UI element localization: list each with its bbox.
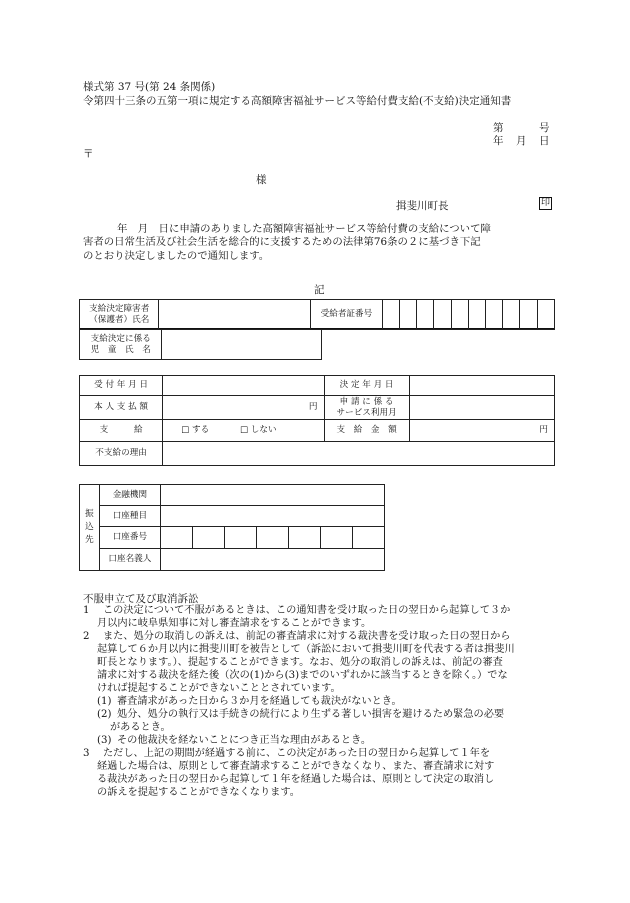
beneficiary-table: [79, 299, 555, 330]
intro-paragraph: [83, 223, 553, 263]
notice-s3-no: (3): [97, 735, 112, 746]
option-yes-checkbox[interactable]: □ する: [181, 425, 210, 435]
service-month-value[interactable]: [409, 396, 554, 420]
cert-digit[interactable]: [417, 300, 434, 330]
non-payment-reason-label: 不支給の理由: [80, 442, 163, 466]
account-digit[interactable]: [256, 527, 288, 549]
beneficiary-name-value[interactable]: [159, 300, 311, 330]
document-title: 令第四十三条の五第一項に規定する高額障害福祉サービス等給付費支給(不支給)決定通知書: [83, 95, 512, 107]
cert-digit[interactable]: [503, 300, 520, 330]
number-label-go: 号: [539, 122, 550, 134]
account-number-label: 口座番号: [99, 527, 160, 549]
notice-s1: 審査請求があった日から３か月を経過しても裁決がないとき。: [117, 696, 402, 707]
payment-amount-value[interactable]: 円: [409, 420, 554, 442]
number-label-dai: 第: [493, 122, 504, 134]
bank-label: 金融機関: [99, 485, 160, 506]
decision-date-label: 決 定 年 月 日: [324, 376, 409, 396]
notice-p2-line: 請求に対する裁決を経た後（次の(1)から(3)までのいずれかに該当するときを除く。）でな: [97, 670, 508, 681]
notice-p2-line: 町長となります。）、提起することができます。なお、処分の取消しの訴えは、前記の審査: [97, 657, 503, 668]
notice-p3-line: 経過した場合は、原則として審査請求することができなくなり、また、審査請求に対す: [97, 761, 495, 772]
issuer-name: 揖斐川町長: [396, 200, 449, 212]
form-number: 様式第 37 号(第 24 条関係): [83, 81, 216, 93]
date-day: 日: [539, 135, 550, 147]
date-month: 月: [516, 135, 527, 147]
notice-s2-line: があるとき。: [110, 722, 171, 733]
payment-label: 支 給: [80, 420, 163, 442]
account-digit[interactable]: [192, 527, 224, 549]
notice-p1-line: 月以内に岐阜県知事に対し審査請求をすることができます。: [97, 618, 372, 629]
child-table: [79, 329, 322, 360]
notice-p1-no: 1: [83, 605, 90, 616]
service-month-label: 申 請 に 係 る サービス利用月: [324, 396, 409, 420]
receipt-date-label: 受 付 年 月 日: [80, 376, 163, 396]
cert-digit[interactable]: [520, 300, 537, 330]
intro-line: 年 月 日に申請のありました高額障害福祉サービス等給付費の支給について障: [117, 223, 491, 235]
option-no-checkbox[interactable]: □ しない: [239, 425, 277, 435]
notice-s1-no: (1): [97, 696, 112, 707]
account-digit[interactable]: [161, 527, 193, 549]
account-holder-label: 口座名義人: [99, 549, 160, 571]
transfer-side-label: 振 込 先: [80, 485, 100, 571]
cert-digit[interactable]: [486, 300, 503, 330]
account-holder-value[interactable]: [161, 549, 385, 571]
ki-heading: 記: [314, 284, 325, 296]
recipient-sama: 様: [256, 174, 267, 186]
cert-digit[interactable]: [537, 300, 554, 330]
notice-p2-line: ければ提起することができないこととされています。: [97, 683, 341, 694]
bank-value[interactable]: [161, 485, 385, 506]
notice-s3: その他裁決を経ないことにつき正当な理由があるとき。: [117, 735, 372, 746]
payment-options: [163, 420, 324, 442]
cert-digit[interactable]: [451, 300, 468, 330]
notice-p3-no: 3: [83, 748, 90, 759]
receipt-date-value[interactable]: [163, 376, 324, 396]
decision-date-value[interactable]: [409, 376, 554, 396]
beneficiary-name-label: 支給決定障害者 （保護者）氏名: [80, 300, 159, 330]
notice-p3-line: ただし、上記の期間が経過する前に、この決定があった日の翌日から起算して１年を: [103, 748, 491, 759]
decision-table: [79, 375, 555, 466]
self-payment-value[interactable]: 円: [163, 396, 324, 420]
notice-p2-no: 2: [83, 631, 90, 642]
notice-p3-line: る裁決があった日の翌日から起算して１年を経過した場合は、原則として決定の取消し: [97, 774, 495, 785]
notice-heading: 不服申立て及び取消訴訟: [83, 593, 199, 605]
certificate-number-label: 受給者証番号: [311, 300, 382, 330]
notice-s2-line: 処分、処分の執行又は手続きの続行により生ずる著しい損害を避けるため緊急の必要: [117, 709, 505, 720]
date-year: 年: [493, 135, 504, 147]
account-type-label: 口座種目: [99, 506, 160, 527]
notice-p2-line: 起算して６か月以内に揖斐川町を被告として（訴訟において揖斐川町を代表する者は揖斐川: [97, 644, 515, 655]
child-name-label: 支給決定に係る 児 童 氏 名: [80, 330, 162, 360]
bank-table: [79, 484, 385, 571]
account-digit[interactable]: [320, 527, 352, 549]
postal-mark: 〒: [83, 148, 94, 160]
account-digit[interactable]: [352, 527, 384, 549]
child-name-value[interactable]: [162, 330, 322, 360]
cert-digit[interactable]: [382, 300, 399, 330]
seal-mark: 印: [540, 198, 550, 208]
notice-p3-line: の訴えを提起することができなくなります。: [97, 787, 300, 798]
non-payment-reason-value[interactable]: [163, 442, 555, 466]
cert-digit[interactable]: [434, 300, 451, 330]
account-type-value[interactable]: [161, 506, 385, 527]
intro-line: のとおり決定しましたので通知します。: [83, 249, 270, 262]
account-digit[interactable]: [224, 527, 256, 549]
cert-digit[interactable]: [399, 300, 416, 330]
notice-p2-line: また、処分の取消しの訴えは、前記の審査請求に対する裁決書を受け取った日の翌日から: [103, 631, 511, 642]
account-digit[interactable]: [288, 527, 320, 549]
intro-line: 害者の日常生活及び社会生活を総合的に支援するための法律第76条の２に基づき下記: [83, 236, 481, 249]
notice-s2-no: (2): [97, 709, 112, 720]
notice-p1-line: この決定について不服があるときは、この通知書を受け取った日の翌日から起算して３か: [103, 605, 511, 616]
payment-amount-label: 支 給 金 額: [324, 420, 409, 442]
cert-digit[interactable]: [468, 300, 485, 330]
self-payment-label: 本 人 支 払 額: [80, 396, 163, 420]
